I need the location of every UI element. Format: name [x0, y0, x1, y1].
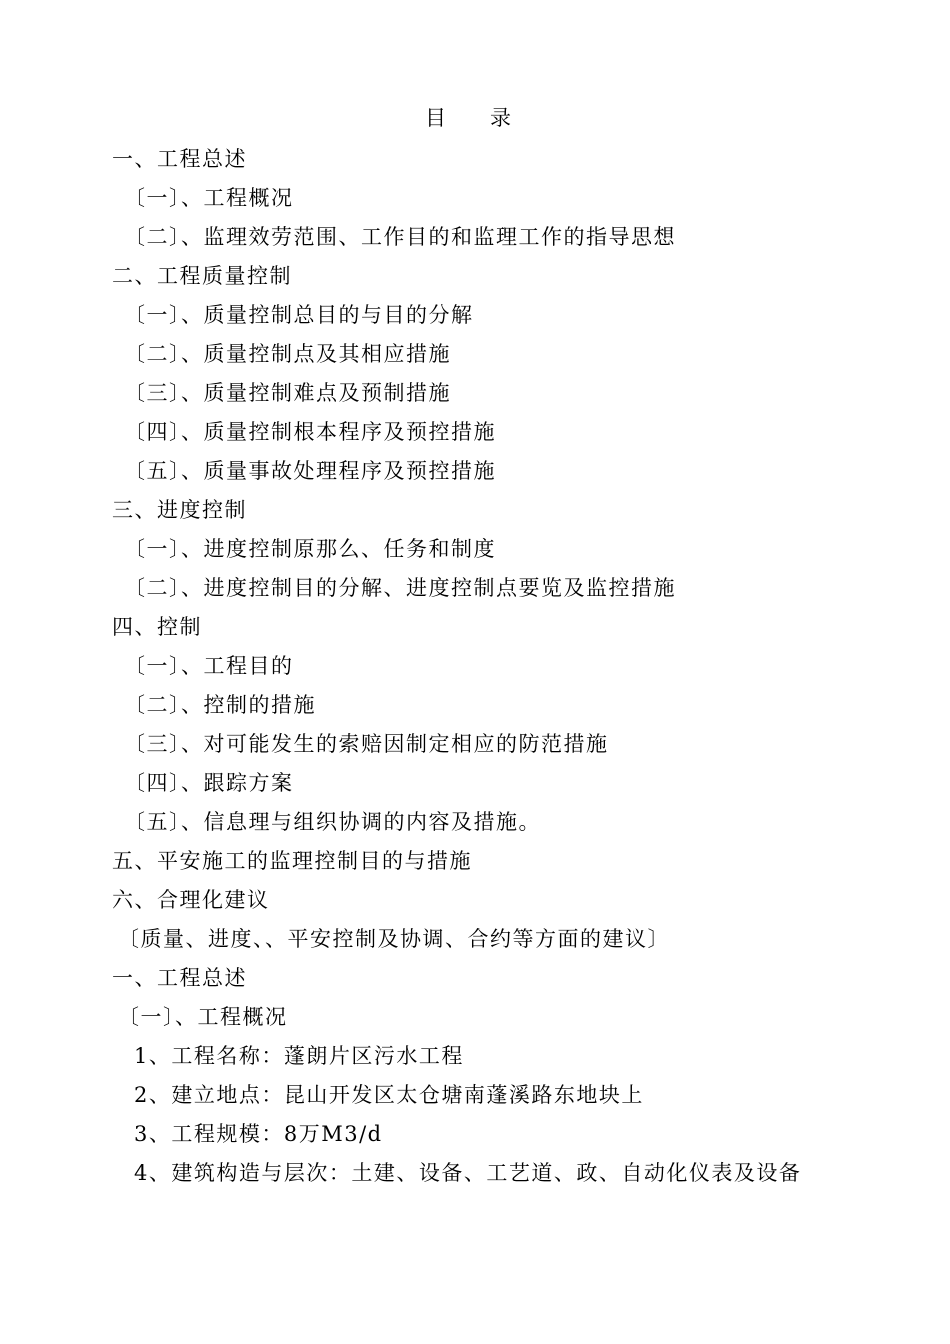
toc-item-1-1: 〔一〕、工程概况	[124, 186, 294, 210]
toc-item-3-2: 〔二〕、进度控制目的分解、进度控制点要览及监控措施	[124, 576, 676, 600]
toc-section-3: 三、进度控制	[112, 498, 247, 522]
project-scale: 3、工程规模：8万M3/d	[134, 1122, 383, 1146]
toc-title: 目录	[425, 106, 555, 130]
toc-item-1-2: 〔二〕、监理效劳范围、工作目的和监理工作的指导思想	[124, 225, 676, 249]
toc-item-3-1: 〔一〕、进度控制原那么、任务和制度	[124, 537, 496, 561]
toc-item-2-5: 〔五〕、质量事故处理程序及预控措施	[124, 459, 496, 483]
toc-item-4-4: 〔四〕、跟踪方案	[124, 771, 294, 795]
toc-section-5: 五、平安施工的监理控制目的与措施	[112, 849, 472, 873]
toc-item-2-3: 〔三〕、质量控制难点及预制措施	[124, 381, 451, 405]
project-location: 2、建立地点：昆山开发区太仓塘南蓬溪路东地块上	[134, 1083, 644, 1107]
toc-item-4-3: 〔三〕、对可能发生的索赔因制定相应的防范措施	[124, 732, 609, 756]
toc-item-4-2: 〔二〕、控制的措施	[124, 693, 316, 717]
toc-item-4-5: 〔五〕、信息理与组织协调的内容及措施。	[124, 810, 541, 834]
toc-item-2-1: 〔一〕、质量控制总目的与目的分解	[124, 303, 474, 327]
body-subheading-1-1: 〔一〕、工程概况	[118, 1005, 288, 1029]
project-structure: 4、建筑构造与层次：土建、设备、工艺道、政、自动化仪表及设备	[134, 1161, 802, 1185]
toc-section-1: 一、工程总述	[112, 147, 247, 171]
toc-section-6: 六、合理化建议	[112, 888, 270, 912]
toc-item-2-2: 〔二〕、质量控制点及其相应措施	[124, 342, 451, 366]
toc-item-2-4: 〔四〕、质量控制根本程序及预控措施	[124, 420, 496, 444]
body-heading-1: 一、工程总述	[112, 966, 247, 990]
toc-section-2: 二、工程质量控制	[112, 264, 292, 288]
toc-section-4: 四、控制	[112, 615, 202, 639]
project-name: 1、工程名称：蓬朗片区污水工程	[134, 1044, 464, 1068]
toc-section-6-note: 〔质量、进度、、平安控制及协调、合约等方面的建议〕	[118, 927, 670, 951]
toc-item-4-1: 〔一〕、工程目的	[124, 654, 294, 678]
